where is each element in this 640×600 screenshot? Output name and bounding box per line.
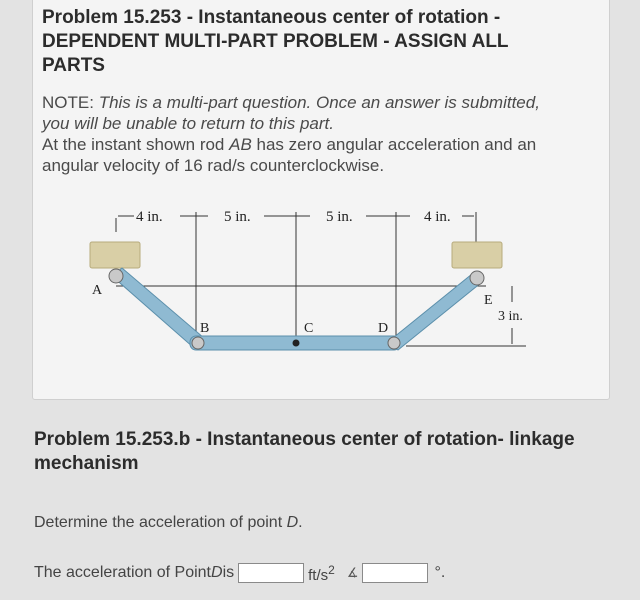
problem-note bbox=[42, 92, 562, 176]
label-E: E bbox=[484, 293, 493, 308]
label-D: D bbox=[378, 321, 389, 336]
dim-label-4: 4 in. bbox=[424, 209, 451, 225]
pin-D bbox=[388, 337, 400, 349]
note-label: NOTE: bbox=[42, 93, 94, 112]
label-B: B bbox=[200, 321, 210, 336]
left-support bbox=[90, 242, 140, 268]
unit-exponent: 2 bbox=[328, 562, 335, 577]
part-b-title: Problem 15.253.b - Instantaneous center of rotation- linkage mechanism bbox=[34, 429, 575, 474]
pin-A bbox=[109, 269, 123, 283]
link-AB bbox=[112, 268, 204, 348]
problem-title: Problem 15.253 - Instantaneous center of rotation - DEPENDENT MULTI-PART PROBLEM - ASSIGN ALL PARTS bbox=[42, 7, 509, 76]
unit-text: ft/s bbox=[308, 566, 329, 584]
statement-part1: At the instant shown rod bbox=[42, 135, 230, 154]
answer-label-point: D bbox=[211, 564, 223, 581]
pin-B bbox=[192, 337, 204, 349]
label-A: A bbox=[92, 283, 103, 298]
prompt-point: D bbox=[286, 514, 299, 531]
answer-label-part1: The acceleration of Point bbox=[34, 564, 211, 581]
prompt-part2: . bbox=[298, 514, 303, 531]
answer-row bbox=[34, 560, 445, 586]
dim-height-label: 3 in. bbox=[498, 309, 523, 324]
acceleration-angle-input[interactable] bbox=[362, 563, 428, 583]
degree-symbol: °. bbox=[434, 564, 446, 581]
dim-label-1: 4 in. bbox=[136, 209, 163, 225]
right-support bbox=[452, 242, 502, 268]
dim-label-3: 5 in. bbox=[326, 209, 353, 225]
unit-label bbox=[308, 563, 335, 584]
label-C: C bbox=[304, 321, 314, 336]
dim-label-2: 5 in. bbox=[224, 209, 251, 225]
links bbox=[112, 268, 482, 350]
link-DE bbox=[388, 274, 482, 350]
linkage-figure bbox=[76, 198, 566, 368]
note-text: This is a multi-part question. Once an answer is submitted, you will be unable to return to this part. bbox=[42, 93, 540, 133]
answer-label-part2: is bbox=[222, 564, 235, 581]
prompt-part1: Determine the acceleration of point bbox=[34, 514, 287, 531]
acceleration-magnitude-input[interactable] bbox=[238, 563, 304, 583]
pin-E bbox=[470, 271, 484, 285]
part-b-prompt bbox=[34, 514, 303, 532]
angle-icon: ∡ bbox=[346, 565, 359, 580]
statement-part2: has zero angular acceleration and an angular velocity of 16 rad/s counterclockwise. bbox=[42, 135, 537, 175]
point-C-dot bbox=[293, 340, 300, 347]
statement-rod: AB bbox=[229, 135, 252, 154]
